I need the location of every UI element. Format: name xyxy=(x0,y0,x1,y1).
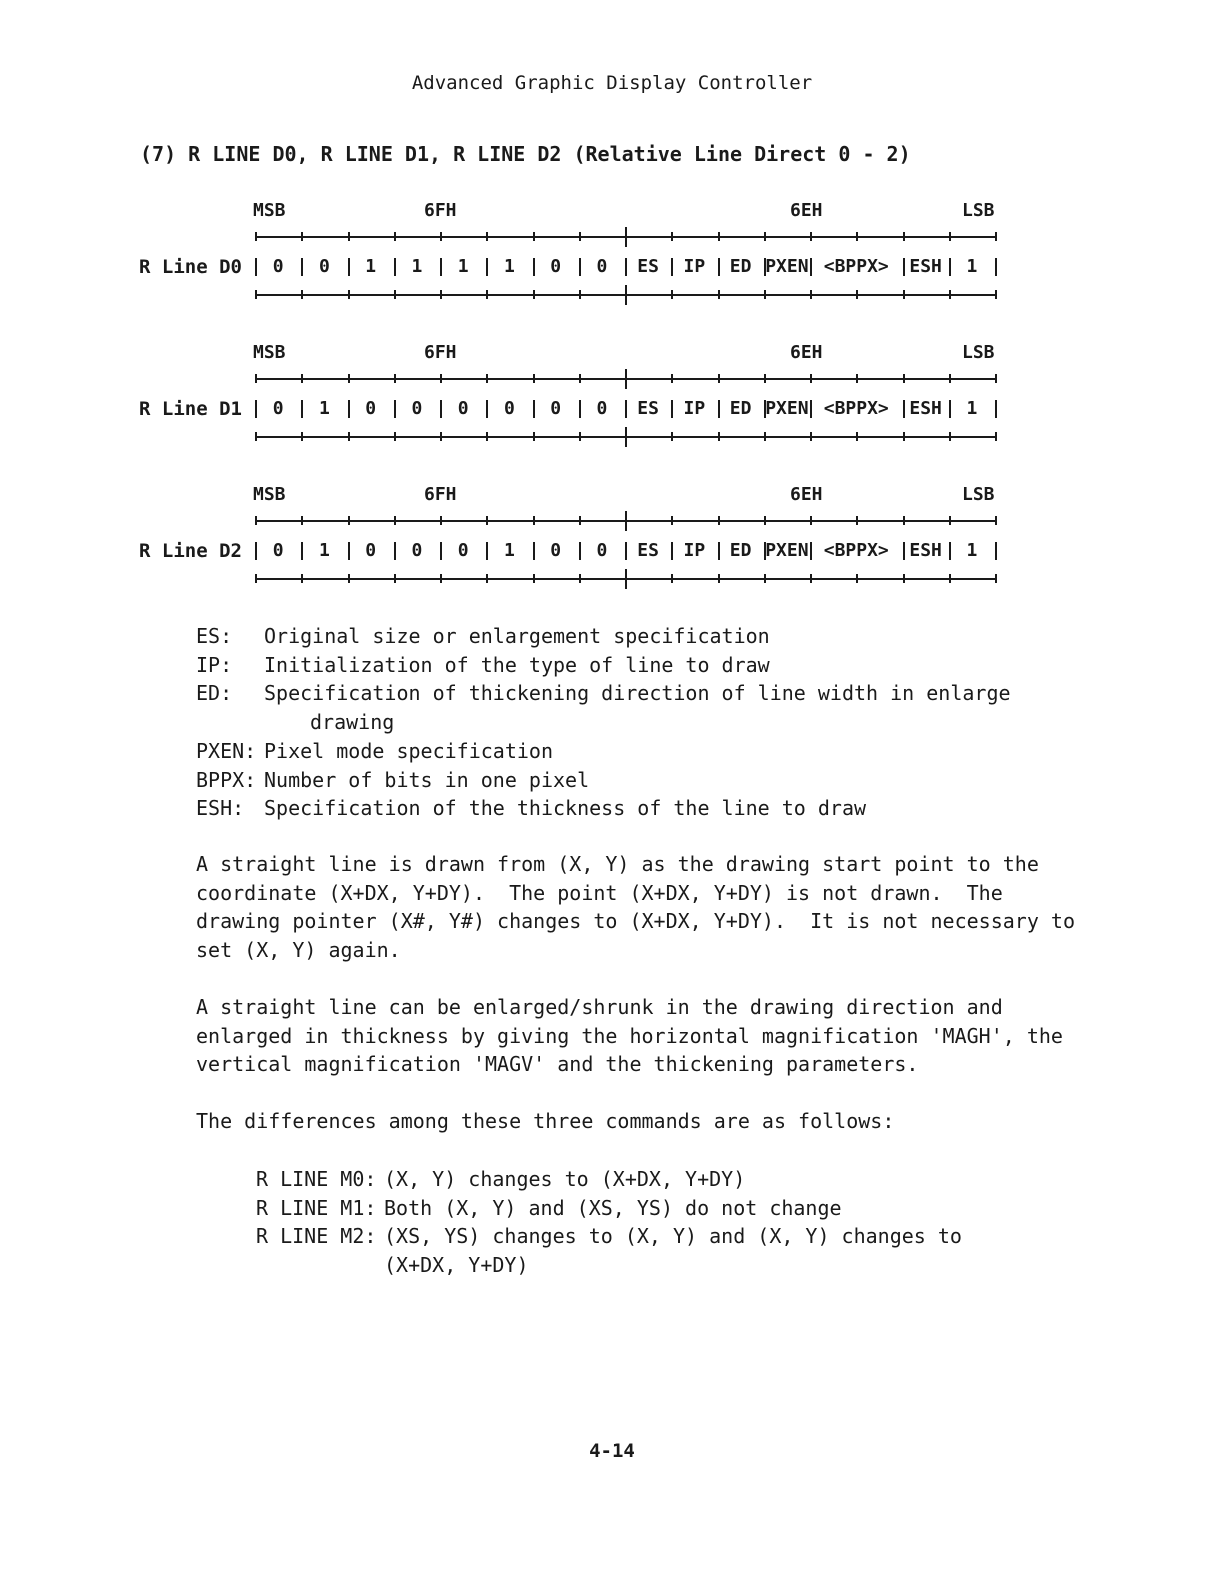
command-description: (X, Y) changes to (X+DX, Y+DY) xyxy=(384,1167,746,1191)
definition-term: ES: xyxy=(196,624,233,648)
rule-tick xyxy=(255,432,257,441)
section-title: (7) R LINE D0, R LINE D1, R LINE D2 (Relative Line Direct 0 - 2) xyxy=(140,142,911,166)
bit-field: <BPPX> xyxy=(823,256,889,277)
low-byte-address: 6EH xyxy=(790,484,823,505)
definition-text: Initialization of the type of line to draw xyxy=(264,652,770,677)
rule-tick xyxy=(533,290,535,299)
byte-separator xyxy=(625,569,627,589)
rule-tick xyxy=(764,374,766,383)
rule-tick xyxy=(903,374,905,383)
definition-term: BPPX: xyxy=(196,767,257,792)
rule-tick xyxy=(486,574,488,583)
msb-label: MSB xyxy=(253,484,286,505)
rule-tick xyxy=(949,432,951,441)
rule-tick xyxy=(579,432,581,441)
bit-value: 1 xyxy=(503,256,515,277)
paragraph-line: enlarged in thickness by giving the horizontal magnification 'MAGH', the xyxy=(196,1023,1063,1048)
cell-divider xyxy=(995,258,997,276)
rule-tick xyxy=(995,374,997,383)
rule-tick xyxy=(995,290,997,299)
rule-tick xyxy=(995,516,997,525)
bit-value: 1 xyxy=(318,540,330,561)
cell-divider xyxy=(995,400,997,418)
rule-tick xyxy=(579,516,581,525)
rule-tick xyxy=(440,232,442,241)
byte-separator xyxy=(625,427,627,447)
bit-value: 1 xyxy=(411,256,423,277)
rule-tick xyxy=(718,574,720,583)
bit-value: 0 xyxy=(457,398,469,419)
rule-tick xyxy=(440,574,442,583)
rule-tick xyxy=(486,432,488,441)
rule-tick xyxy=(533,432,535,441)
cell-divider xyxy=(995,542,997,560)
rule-tick xyxy=(949,290,951,299)
byte-separator xyxy=(625,511,627,531)
command-name: R LINE M0: xyxy=(256,1167,377,1191)
rule-tick xyxy=(579,574,581,583)
rule-tick xyxy=(255,374,257,383)
byte-separator xyxy=(625,285,627,305)
rule-tick xyxy=(348,290,350,299)
bit-field: ES xyxy=(637,256,659,277)
rule-tick xyxy=(718,374,720,383)
bit-value: 0 xyxy=(457,540,469,561)
rule-tick xyxy=(903,432,905,441)
rule-tick xyxy=(348,574,350,583)
rule-tick xyxy=(348,374,350,383)
rule-tick xyxy=(856,574,858,583)
bit-value: 0 xyxy=(550,398,562,419)
rule-tick xyxy=(348,432,350,441)
rule-tick xyxy=(255,516,257,525)
rule-tick xyxy=(764,432,766,441)
rule-tick xyxy=(856,232,858,241)
bit-value: 0 xyxy=(411,540,423,561)
definition-text: drawing xyxy=(310,710,395,735)
paragraph-line: coordinate (X+DX, Y+DY). The point (X+DX, Y+DY) is not drawn. The xyxy=(196,880,1003,905)
rule-tick xyxy=(533,374,535,383)
bit-field: PXEN xyxy=(765,256,809,277)
bit-field: IP xyxy=(683,256,706,277)
command-description: (X+DX, Y+DY) xyxy=(384,1252,529,1277)
bit-field: PXEN xyxy=(765,398,809,419)
rule-tick xyxy=(301,374,303,383)
bit-value: 0 xyxy=(503,398,515,419)
rule-tick xyxy=(579,232,581,241)
bit-field: ESH xyxy=(909,540,942,561)
rule-tick xyxy=(718,232,720,241)
rule-tick xyxy=(394,232,396,241)
bit-value: 0 xyxy=(596,540,608,561)
rule-tick xyxy=(301,574,303,583)
register-label: R Line D2 xyxy=(139,540,242,562)
bit-value: 0 xyxy=(318,256,330,277)
paragraph-line: A straight line is drawn from (X, Y) as the drawing start point to the xyxy=(196,852,1039,876)
rule-tick xyxy=(718,432,720,441)
lsb-label: LSB xyxy=(962,342,995,363)
rule-tick xyxy=(810,232,812,241)
rule-tick xyxy=(903,516,905,525)
rule-tick xyxy=(533,232,535,241)
rule-tick xyxy=(579,374,581,383)
rule-tick xyxy=(764,574,766,583)
rule-tick xyxy=(394,432,396,441)
rule-tick xyxy=(995,232,997,241)
rule-tick xyxy=(764,232,766,241)
bit-value: 0 xyxy=(365,540,377,561)
high-byte-address: 6FH xyxy=(424,484,457,505)
bit-field: ED xyxy=(729,256,752,277)
rule-tick xyxy=(995,432,997,441)
rule-tick xyxy=(579,290,581,299)
rule-tick xyxy=(671,290,673,299)
bit-field: 1 xyxy=(966,256,978,277)
bit-value: 1 xyxy=(457,256,469,277)
bit-field: PXEN xyxy=(765,540,809,561)
bit-field: 1 xyxy=(966,540,978,561)
page-number: 4-14 xyxy=(589,1440,635,1462)
definition-text: Specification of the thickness of the line to draw xyxy=(264,796,867,821)
rule-tick xyxy=(671,574,673,583)
rule-tick xyxy=(533,516,535,525)
rule-tick xyxy=(440,374,442,383)
command-name: R LINE M2: xyxy=(256,1224,377,1249)
bit-field: ED xyxy=(729,540,752,561)
rule-tick xyxy=(486,516,488,525)
rule-tick xyxy=(348,516,350,525)
register-label: R Line D0 xyxy=(139,256,242,278)
rule-tick xyxy=(810,516,812,525)
rule-tick xyxy=(301,290,303,299)
bit-field: 1 xyxy=(966,398,978,419)
rule-tick xyxy=(486,374,488,383)
bit-value: 0 xyxy=(596,398,608,419)
bit-value: 0 xyxy=(272,398,284,419)
paragraph-line: A straight line can be enlarged/shrunk in the drawing direction and xyxy=(196,995,1003,1019)
rule-tick xyxy=(440,290,442,299)
bit-value: 1 xyxy=(503,540,515,561)
bit-field: ESH xyxy=(909,398,942,419)
bit-value: 1 xyxy=(365,256,377,277)
bit-value: 0 xyxy=(411,398,423,419)
definition-text: Specification of thickening direction of line width in enlarge xyxy=(264,681,1011,706)
byte-separator xyxy=(625,227,627,247)
rule-tick xyxy=(348,232,350,241)
rule-tick xyxy=(718,290,720,299)
rule-tick xyxy=(995,574,997,583)
paragraph-line: vertical magnification 'MAGV' and the thickening parameters. xyxy=(196,1052,919,1077)
lsb-label: LSB xyxy=(962,484,995,505)
rule-tick xyxy=(301,516,303,525)
rule-tick xyxy=(764,290,766,299)
definition-term: PXEN: xyxy=(196,738,257,763)
rule-tick xyxy=(671,516,673,525)
definition-term: ED: xyxy=(196,681,233,706)
bit-field: ES xyxy=(637,398,659,419)
rule-tick xyxy=(533,574,535,583)
rule-tick xyxy=(394,574,396,583)
bit-value: 0 xyxy=(550,256,562,277)
bit-field: <BPPX> xyxy=(823,398,889,419)
msb-label: MSB xyxy=(253,200,286,221)
bit-field: IP xyxy=(683,540,706,561)
rule-tick xyxy=(486,232,488,241)
bit-value: 0 xyxy=(272,256,284,277)
command-description: Both (X, Y) and (XS, YS) do not change xyxy=(384,1195,842,1220)
rule-tick xyxy=(903,232,905,241)
bit-field: IP xyxy=(683,398,706,419)
rule-tick xyxy=(440,516,442,525)
bit-value: 0 xyxy=(550,540,562,561)
bit-value: 0 xyxy=(272,540,284,561)
paragraph-line: drawing pointer (X#, Y#) changes to (X+DX, Y+DY). It is not necessary to xyxy=(196,909,1075,934)
rule-tick xyxy=(671,432,673,441)
rule-tick xyxy=(394,374,396,383)
rule-tick xyxy=(949,374,951,383)
bit-value: 0 xyxy=(365,398,377,419)
definition-text: Pixel mode specification xyxy=(264,738,553,763)
rule-tick xyxy=(856,290,858,299)
high-byte-address: 6FH xyxy=(424,200,457,221)
rule-tick xyxy=(856,516,858,525)
rule-tick xyxy=(810,574,812,583)
lsb-label: LSB xyxy=(962,200,995,221)
rule-tick xyxy=(671,232,673,241)
rule-tick xyxy=(810,290,812,299)
page-header: Advanced Graphic Display Controller xyxy=(411,72,813,94)
bit-field: ES xyxy=(637,540,659,561)
rule-tick xyxy=(255,232,257,241)
rule-tick xyxy=(903,290,905,299)
rule-tick xyxy=(301,432,303,441)
bit-field: ED xyxy=(729,398,752,419)
bit-value: 0 xyxy=(596,256,608,277)
register-label: R Line D1 xyxy=(139,398,242,420)
command-name: R LINE M1: xyxy=(256,1195,377,1220)
high-byte-address: 6FH xyxy=(424,342,457,363)
definition-text: Number of bits in one pixel xyxy=(264,767,590,792)
bit-value: 1 xyxy=(318,398,330,419)
rule-tick xyxy=(394,290,396,299)
definition-term: IP: xyxy=(196,652,233,677)
rule-tick xyxy=(949,232,951,241)
low-byte-address: 6EH xyxy=(790,200,823,221)
rule-tick xyxy=(394,516,396,525)
paragraph-line: set (X, Y) again. xyxy=(196,937,401,962)
rule-tick xyxy=(671,374,673,383)
byte-separator xyxy=(625,369,627,389)
rule-tick xyxy=(301,232,303,241)
command-description: (XS, YS) changes to (X, Y) and (X, Y) changes to xyxy=(384,1224,962,1249)
rule-tick xyxy=(856,432,858,441)
definition-term: ESH: xyxy=(196,796,245,821)
bit-field: <BPPX> xyxy=(823,540,889,561)
rule-tick xyxy=(486,290,488,299)
msb-label: MSB xyxy=(253,342,286,363)
definition-text: Original size or enlargement specification xyxy=(264,624,770,648)
rule-tick xyxy=(764,516,766,525)
rule-tick xyxy=(255,574,257,583)
rule-tick xyxy=(440,432,442,441)
rule-tick xyxy=(949,574,951,583)
rule-tick xyxy=(810,374,812,383)
rule-tick xyxy=(949,516,951,525)
bit-field: ESH xyxy=(909,256,942,277)
rule-tick xyxy=(718,516,720,525)
rule-tick xyxy=(255,290,257,299)
rule-tick xyxy=(810,432,812,441)
paragraph-line: The differences among these three commands are as follows: xyxy=(196,1109,895,1133)
rule-tick xyxy=(856,374,858,383)
low-byte-address: 6EH xyxy=(790,342,823,363)
rule-tick xyxy=(903,574,905,583)
